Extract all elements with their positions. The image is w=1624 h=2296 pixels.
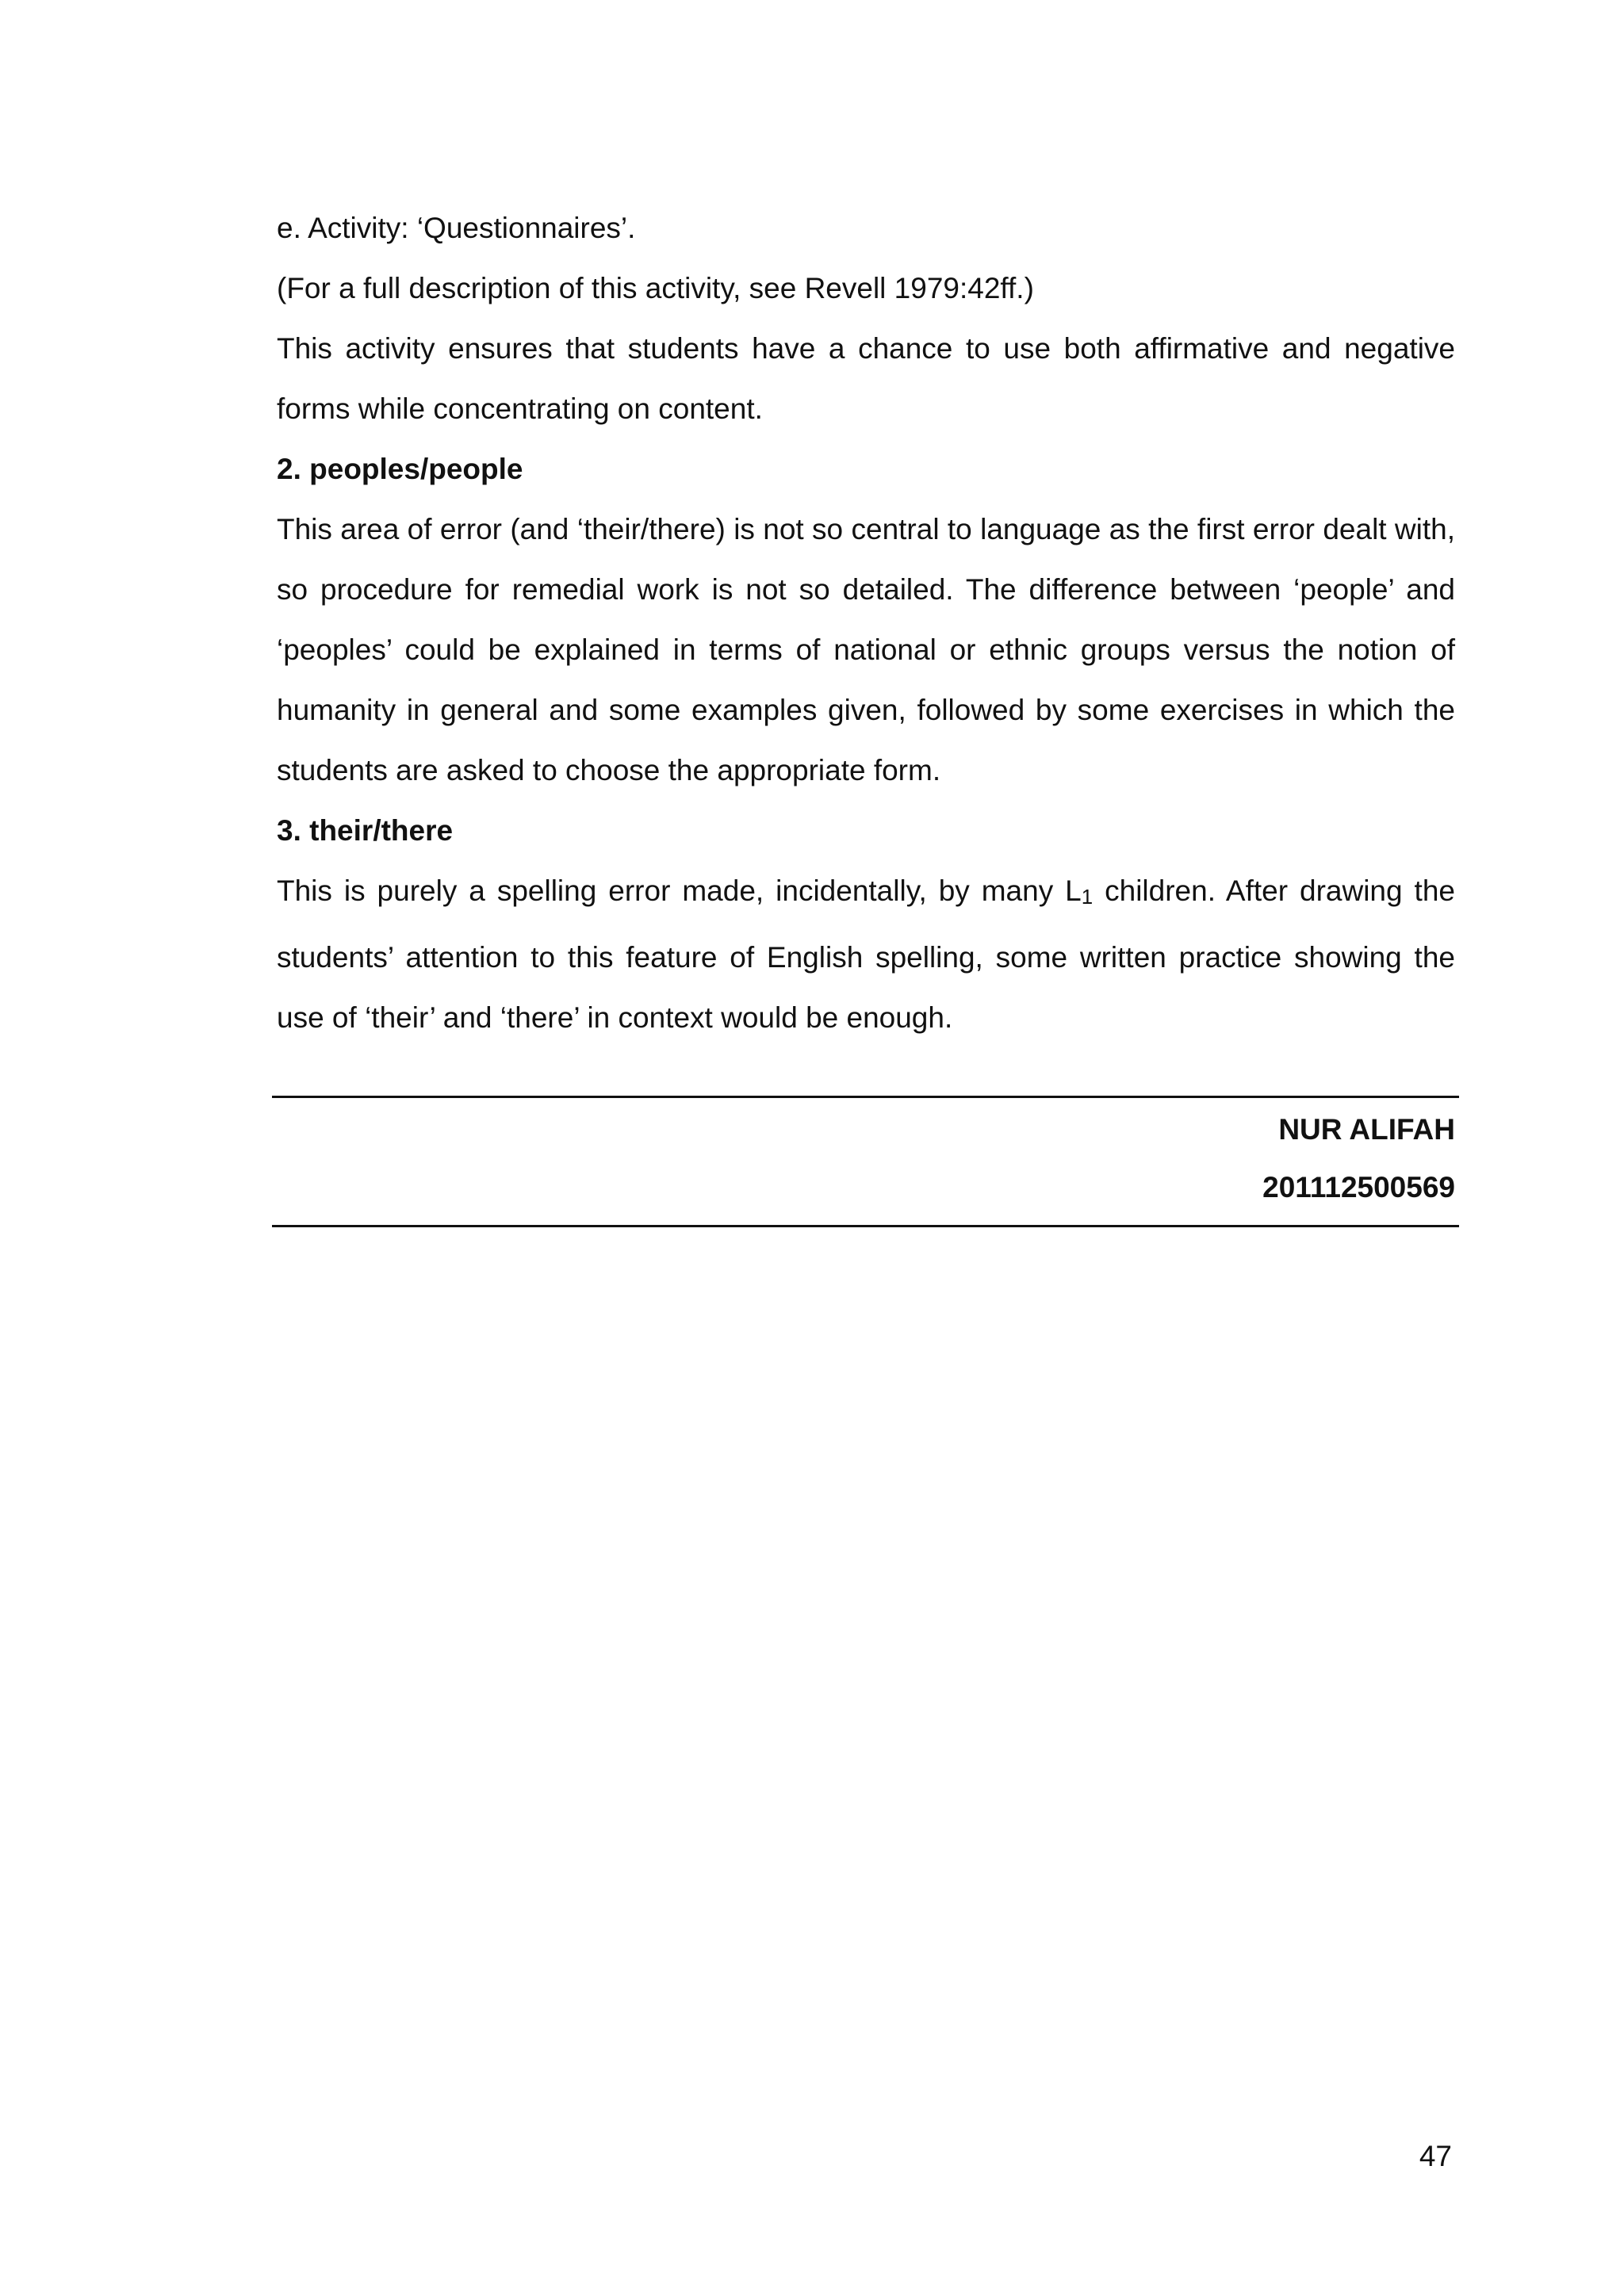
their-there-text-start: This is purely a spelling error made, incidentally, by many L bbox=[277, 874, 1082, 907]
page-number: 47 bbox=[1419, 2140, 1452, 2172]
document-body bbox=[277, 198, 1455, 1048]
activity-paragraph: This activity ensures that students have a chance to use both affirmative and negative forms while concentrating on content. bbox=[277, 332, 1455, 425]
author-name: NUR ALIFAH bbox=[1278, 1113, 1455, 1146]
subscript-one: 1 bbox=[1081, 886, 1094, 909]
signature-bottom-rule bbox=[272, 1225, 1459, 1227]
signature-top-rule bbox=[272, 1096, 1459, 1098]
heading-their-there: 3. their/there bbox=[277, 814, 454, 847]
activity-item-e: e. Activity: ‘Questionnaires’. bbox=[277, 212, 636, 244]
their-there-paragraph bbox=[277, 861, 1455, 1048]
activity-reference: (For a full description of this activity, see Revell 1979:42ff.) bbox=[277, 272, 1034, 304]
their-there-text-end: children. After drawing the students’ attention to this feature of English spelling, some written practice showing the use of ‘their’ and ‘there’ in context would be enough. bbox=[277, 874, 1455, 1034]
student-id: 201112500569 bbox=[1262, 1171, 1455, 1203]
heading-peoples-people: 2. peoples/people bbox=[277, 453, 523, 485]
peoples-paragraph: This area of error (and ‘their/there) is not so central to language as the first error dealt with, so procedure for remedial work is not so detailed. The difference between ‘people’ and ‘peoples’ could be explained in terms of national or ethnic groups versus the notion of humanity in general and some examples given, followed by some exercises in which the students are asked to choose the appropriate form. bbox=[277, 513, 1455, 786]
